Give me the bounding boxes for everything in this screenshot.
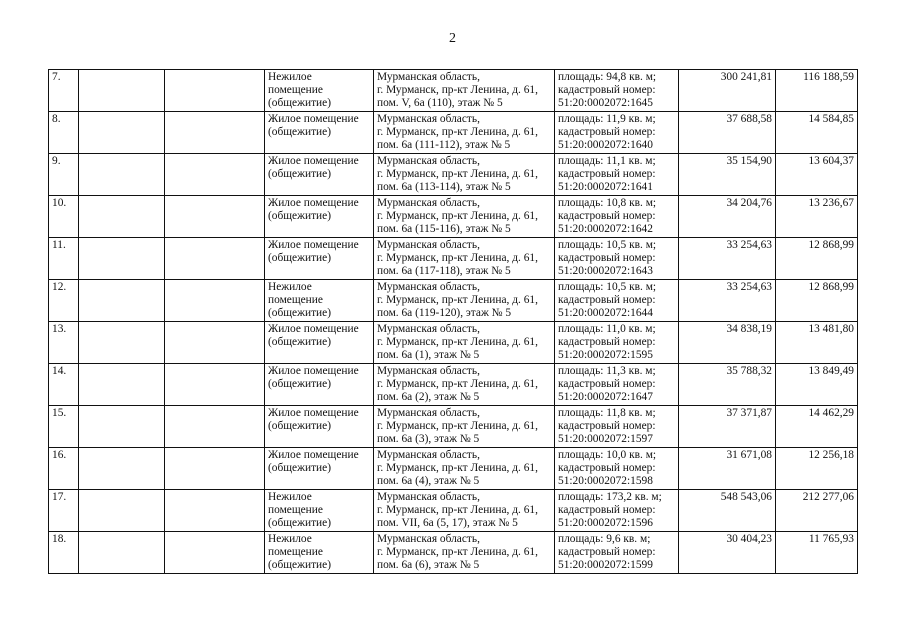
value-cell-2: 13 849,49 — [776, 364, 858, 406]
description-cell — [555, 280, 679, 322]
empty-cell — [165, 490, 265, 532]
description-cell — [555, 70, 679, 112]
premises-type-line: (общежитие) — [268, 462, 331, 474]
value-cell-1: 33 254,63 — [679, 238, 776, 280]
premises-type-cell — [265, 406, 374, 448]
value-cell-2: 12 868,99 — [776, 238, 858, 280]
table-row — [49, 238, 858, 280]
address-line: Мурманская область, — [377, 491, 480, 503]
table-row — [49, 490, 858, 532]
description-line: 51:20:0002072:1598 — [558, 475, 653, 487]
description-line: 51:20:0002072:1641 — [558, 181, 653, 193]
empty-cell — [79, 448, 165, 490]
table-row — [49, 196, 858, 238]
description-line: площадь: 10,5 кв. м; — [558, 239, 657, 251]
address-line: пом. 6а (3), этаж № 5 — [377, 433, 480, 445]
description-line: площадь: 9,6 кв. м; — [558, 533, 651, 545]
premises-type-line: помещение — [268, 294, 323, 306]
table-row — [49, 448, 858, 490]
value-cell-1: 37 688,58 — [679, 112, 776, 154]
description-line: площадь: 173,2 кв. м; — [558, 491, 662, 503]
description-line: площадь: 10,8 кв. м; — [558, 197, 657, 209]
empty-cell — [165, 154, 265, 196]
description-cell — [555, 322, 679, 364]
description-line: 51:20:0002072:1599 — [558, 559, 653, 571]
value-cell-1: 37 371,87 — [679, 406, 776, 448]
premises-type-line: помещение — [268, 84, 323, 96]
premises-type-line: Нежилое — [268, 533, 312, 545]
table-row — [49, 70, 858, 112]
description-line: 51:20:0002072:1644 — [558, 307, 653, 319]
empty-cell — [79, 112, 165, 154]
page-number: 2 — [449, 31, 456, 46]
address-cell — [374, 112, 555, 154]
value-cell-1: 34 204,76 — [679, 196, 776, 238]
empty-cell — [165, 112, 265, 154]
premises-type-line: Жилое помещение — [268, 323, 359, 335]
premises-type-line: (общежитие) — [268, 252, 331, 264]
premises-type-line: помещение — [268, 546, 323, 558]
premises-type-line: (общежитие) — [268, 307, 331, 319]
value-cell-2: 13 481,80 — [776, 322, 858, 364]
table-row — [49, 406, 858, 448]
value-cell-1: 35 788,32 — [679, 364, 776, 406]
table-row — [49, 322, 858, 364]
address-cell — [374, 196, 555, 238]
premises-type-line: (общежитие) — [268, 126, 331, 138]
description-cell — [555, 196, 679, 238]
premises-type-line: Нежилое — [268, 491, 312, 503]
address-cell — [374, 364, 555, 406]
premises-type-cell — [265, 196, 374, 238]
premises-type-line: (общежитие) — [268, 97, 331, 109]
row-number-cell: 13. — [49, 322, 79, 364]
empty-cell — [165, 448, 265, 490]
address-line: пом. V, 6а (110), этаж № 5 — [377, 97, 503, 109]
premises-type-line: Жилое помещение — [268, 197, 359, 209]
address-line: Мурманская область, — [377, 113, 480, 125]
row-number-cell: 16. — [49, 448, 79, 490]
row-number-cell: 18. — [49, 532, 79, 574]
description-cell — [555, 364, 679, 406]
description-line: 51:20:0002072:1596 — [558, 517, 653, 529]
description-line: кадастровый номер: — [558, 126, 656, 138]
value-cell-2: 13 236,67 — [776, 196, 858, 238]
description-cell — [555, 406, 679, 448]
table-row — [49, 280, 858, 322]
address-line: г. Мурманск, пр-кт Ленина, д. 61, — [377, 84, 538, 96]
address-cell — [374, 490, 555, 532]
premises-type-line: Жилое помещение — [268, 155, 359, 167]
address-line: г. Мурманск, пр-кт Ленина, д. 61, — [377, 168, 538, 180]
row-number-cell: 9. — [49, 154, 79, 196]
table-row — [49, 154, 858, 196]
value-cell-1: 35 154,90 — [679, 154, 776, 196]
empty-cell — [79, 532, 165, 574]
description-line: 51:20:0002072:1647 — [558, 391, 653, 403]
empty-cell — [79, 364, 165, 406]
premises-type-cell — [265, 154, 374, 196]
table-row — [49, 112, 858, 154]
address-cell — [374, 280, 555, 322]
description-line: 51:20:0002072:1642 — [558, 223, 653, 235]
address-line: пом. 6а (6), этаж № 5 — [377, 559, 480, 571]
description-cell — [555, 448, 679, 490]
description-line: 51:20:0002072:1640 — [558, 139, 653, 151]
description-cell — [555, 112, 679, 154]
row-number-cell: 7. — [49, 70, 79, 112]
description-line: кадастровый номер: — [558, 210, 656, 222]
row-number-cell: 11. — [49, 238, 79, 280]
row-number-cell: 14. — [49, 364, 79, 406]
description-line: площадь: 94,8 кв. м; — [558, 71, 657, 83]
premises-type-cell — [265, 322, 374, 364]
table-row — [49, 532, 858, 574]
value-cell-1: 30 404,23 — [679, 532, 776, 574]
address-cell — [374, 406, 555, 448]
premises-type-cell — [265, 532, 374, 574]
premises-type-line: (общежитие) — [268, 517, 331, 529]
value-cell-1: 300 241,81 — [679, 70, 776, 112]
description-line: кадастровый номер: — [558, 378, 656, 390]
description-line: кадастровый номер: — [558, 462, 656, 474]
value-cell-2: 14 584,85 — [776, 112, 858, 154]
premises-type-line: (общежитие) — [268, 420, 331, 432]
address-line: пом. 6а (2), этаж № 5 — [377, 391, 480, 403]
empty-cell — [165, 322, 265, 364]
premises-type-line: Жилое помещение — [268, 449, 359, 461]
premises-type-line: помещение — [268, 504, 323, 516]
property-table-body — [49, 70, 858, 574]
premises-type-line: Жилое помещение — [268, 407, 359, 419]
description-line: площадь: 11,0 кв. м; — [558, 323, 656, 335]
premises-type-line: Жилое помещение — [268, 113, 359, 125]
description-line: 51:20:0002072:1595 — [558, 349, 653, 361]
address-line: г. Мурманск, пр-кт Ленина, д. 61, — [377, 210, 538, 222]
address-line: пом. 6а (113-114), этаж № 5 — [377, 181, 511, 193]
address-line: г. Мурманск, пр-кт Ленина, д. 61, — [377, 420, 538, 432]
empty-cell — [165, 406, 265, 448]
description-line: 51:20:0002072:1643 — [558, 265, 653, 277]
address-cell — [374, 154, 555, 196]
empty-cell — [79, 238, 165, 280]
description-line: кадастровый номер: — [558, 546, 656, 558]
address-line: г. Мурманск, пр-кт Ленина, д. 61, — [377, 294, 538, 306]
description-line: площадь: 10,0 кв. м; — [558, 449, 657, 461]
premises-type-line: (общежитие) — [268, 559, 331, 571]
address-line: Мурманская область, — [377, 323, 480, 335]
row-number-cell: 12. — [49, 280, 79, 322]
address-line: г. Мурманск, пр-кт Ленина, д. 61, — [377, 546, 538, 558]
empty-cell — [165, 238, 265, 280]
value-cell-1: 34 838,19 — [679, 322, 776, 364]
description-line: площадь: 11,8 кв. м; — [558, 407, 656, 419]
address-line: г. Мурманск, пр-кт Ленина, д. 61, — [377, 252, 538, 264]
premises-type-line: (общежитие) — [268, 210, 331, 222]
address-line: пом. VII, 6а (5, 17), этаж № 5 — [377, 517, 518, 529]
address-line: г. Мурманск, пр-кт Ленина, д. 61, — [377, 462, 538, 474]
address-line: г. Мурманск, пр-кт Ленина, д. 61, — [377, 126, 538, 138]
premises-type-cell — [265, 490, 374, 532]
premises-type-line: (общежитие) — [268, 168, 331, 180]
address-line: пом. 6а (1), этаж № 5 — [377, 349, 480, 361]
empty-cell — [165, 70, 265, 112]
address-line: Мурманская область, — [377, 239, 480, 251]
premises-type-line: Нежилое — [268, 71, 312, 83]
description-line: кадастровый номер: — [558, 252, 656, 264]
empty-cell — [79, 154, 165, 196]
address-cell — [374, 322, 555, 364]
value-cell-2: 12 868,99 — [776, 280, 858, 322]
address-line: Мурманская область, — [377, 281, 480, 293]
premises-type-cell — [265, 448, 374, 490]
description-line: кадастровый номер: — [558, 84, 656, 96]
description-line: кадастровый номер: — [558, 294, 656, 306]
value-cell-2: 13 604,37 — [776, 154, 858, 196]
row-number-cell: 17. — [49, 490, 79, 532]
empty-cell — [165, 196, 265, 238]
address-cell — [374, 448, 555, 490]
premises-type-line: Жилое помещение — [268, 239, 359, 251]
description-line: 51:20:0002072:1597 — [558, 433, 653, 445]
premises-type-cell — [265, 70, 374, 112]
value-cell-2: 14 462,29 — [776, 406, 858, 448]
value-cell-2: 12 256,18 — [776, 448, 858, 490]
empty-cell — [79, 322, 165, 364]
row-number-cell: 15. — [49, 406, 79, 448]
address-cell — [374, 238, 555, 280]
address-line: Мурманская область, — [377, 71, 480, 83]
empty-cell — [165, 364, 265, 406]
description-line: площадь: 10,5 кв. м; — [558, 281, 657, 293]
address-line: Мурманская область, — [377, 197, 480, 209]
description-line: площадь: 11,1 кв. м; — [558, 155, 656, 167]
address-line: г. Мурманск, пр-кт Ленина, д. 61, — [377, 378, 538, 390]
empty-cell — [79, 280, 165, 322]
address-line: пом. 6а (119-120), этаж № 5 — [377, 307, 512, 319]
row-number-cell: 10. — [49, 196, 79, 238]
premises-type-cell — [265, 280, 374, 322]
description-line: кадастровый номер: — [558, 420, 656, 432]
description-line: кадастровый номер: — [558, 168, 656, 180]
address-line: Мурманская область, — [377, 407, 480, 419]
value-cell-2: 116 188,59 — [776, 70, 858, 112]
address-line: пом. 6а (115-116), этаж № 5 — [377, 223, 511, 235]
premises-type-cell — [265, 238, 374, 280]
empty-cell — [165, 532, 265, 574]
description-cell — [555, 532, 679, 574]
description-cell — [555, 238, 679, 280]
value-cell-1: 548 543,06 — [679, 490, 776, 532]
description-cell — [555, 490, 679, 532]
premises-type-cell — [265, 112, 374, 154]
address-line: Мурманская область, — [377, 155, 480, 167]
address-cell — [374, 532, 555, 574]
description-line: кадастровый номер: — [558, 336, 656, 348]
description-line: 51:20:0002072:1645 — [558, 97, 653, 109]
description-line: площадь: 11,3 кв. м; — [558, 365, 656, 377]
address-line: пом. 6а (4), этаж № 5 — [377, 475, 480, 487]
description-line: площадь: 11,9 кв. м; — [558, 113, 656, 125]
address-line: Мурманская область, — [377, 533, 480, 545]
value-cell-2: 212 277,06 — [776, 490, 858, 532]
address-line: г. Мурманск, пр-кт Ленина, д. 61, — [377, 336, 538, 348]
property-table — [48, 69, 858, 574]
empty-cell — [79, 490, 165, 532]
value-cell-1: 31 671,08 — [679, 448, 776, 490]
empty-cell — [79, 196, 165, 238]
description-line: кадастровый номер: — [558, 504, 656, 516]
address-cell — [374, 70, 555, 112]
table-row — [49, 364, 858, 406]
value-cell-2: 11 765,93 — [776, 532, 858, 574]
address-line: Мурманская область, — [377, 449, 480, 461]
address-line: г. Мурманск, пр-кт Ленина, д. 61, — [377, 504, 538, 516]
premises-type-line: Нежилое — [268, 281, 312, 293]
empty-cell — [165, 280, 265, 322]
address-line: пом. 6а (111-112), этаж № 5 — [377, 139, 511, 151]
empty-cell — [79, 406, 165, 448]
address-line: Мурманская область, — [377, 365, 480, 377]
description-cell — [555, 154, 679, 196]
premises-type-line: (общежитие) — [268, 378, 331, 390]
value-cell-1: 33 254,63 — [679, 280, 776, 322]
premises-type-line: (общежитие) — [268, 336, 331, 348]
empty-cell — [79, 70, 165, 112]
premises-type-line: Жилое помещение — [268, 365, 359, 377]
premises-type-cell — [265, 364, 374, 406]
address-line: пом. 6а (117-118), этаж № 5 — [377, 265, 511, 277]
row-number-cell: 8. — [49, 112, 79, 154]
